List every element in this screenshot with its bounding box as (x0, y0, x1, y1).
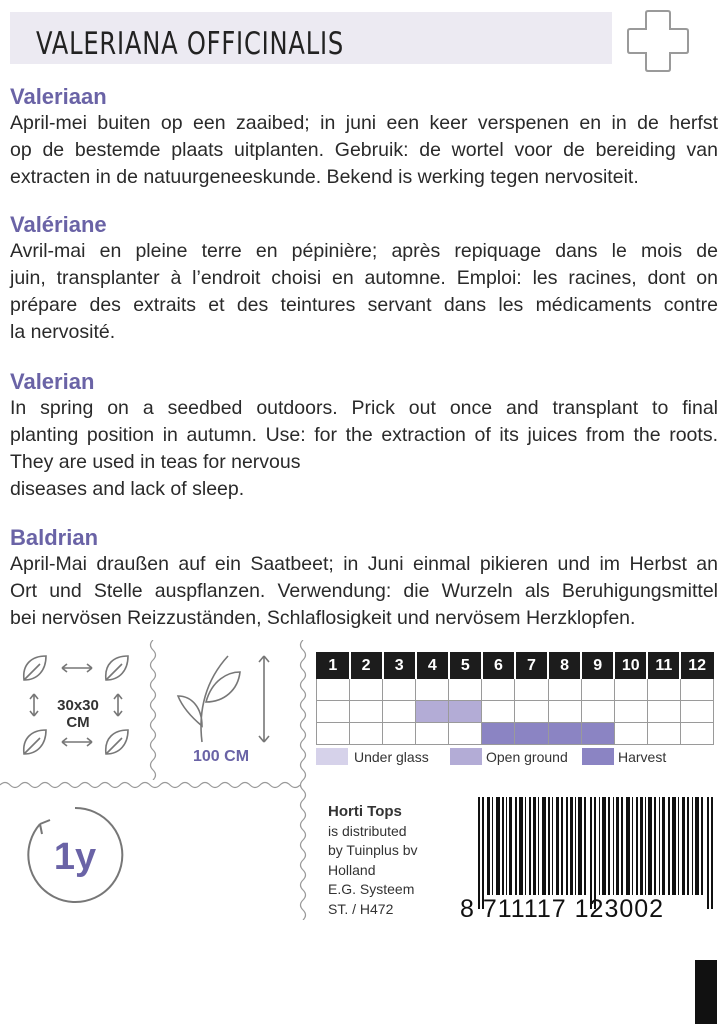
calendar-cell (614, 679, 647, 701)
calendar-cell-open-ground (449, 701, 482, 723)
calendar-cell (647, 679, 680, 701)
calendar-cell (482, 679, 515, 701)
body-line: April-Mai draußen auf ein Saatbeet; in Juni einmal pikieren und im Herbst an (10, 553, 718, 575)
calendar-cell-harvest (482, 723, 515, 745)
calendar-cell (581, 679, 614, 701)
body-line: extracten in de natuurgeneeskunde. Bekend is werking tegen nervositeit. (10, 166, 639, 188)
calendar-cell (317, 723, 350, 745)
calendar-cell (680, 701, 713, 723)
calendar-cell (680, 723, 713, 745)
calendar-cell (317, 701, 350, 723)
calendar-cell-harvest (548, 723, 581, 745)
section-body (10, 238, 718, 346)
section-heading: Baldrian (10, 525, 99, 550)
calendar-cell (449, 679, 482, 701)
legend-label: Under glass (354, 749, 429, 765)
edge-mark (695, 960, 717, 1024)
month-cell: 8 (548, 653, 581, 679)
calendar-cell-open-ground (416, 701, 449, 723)
calendar-cell (680, 679, 713, 701)
legend-label: Open ground (486, 749, 568, 765)
calendar-cell (515, 679, 548, 701)
month-cell: 6 (482, 653, 515, 679)
month-cell: 3 (383, 653, 416, 679)
legend-label: Harvest (618, 749, 667, 765)
body-line: diseases and lack of sleep. (10, 478, 245, 500)
month-cell: 5 (449, 653, 482, 679)
section-heading: Valeriaan (10, 84, 107, 109)
brand-name: Horti Tops (328, 803, 402, 820)
barcode (478, 797, 714, 909)
calendar-cell (614, 723, 647, 745)
calendar-cell (350, 701, 383, 723)
distributor-line: by Tuinplus bv (328, 842, 418, 858)
plant-height-icon (172, 650, 282, 746)
body-line: bei nervösen Reizzuständen, Schlaflosigkeit und nervösem Herzklopfen. (10, 607, 636, 629)
section-body (10, 110, 718, 191)
section-heading: Valériane (10, 212, 107, 237)
section-german (10, 525, 718, 632)
height-label: 100 CM (193, 748, 250, 765)
calendar-row-harvest (317, 723, 714, 745)
distributor-line: is distributed (328, 822, 407, 839)
distributor-line: E.G. Systeem (328, 881, 415, 897)
section-heading: Valerian (10, 369, 95, 394)
distributor-info (328, 802, 418, 919)
body-line: planting position in autumn. Use: for the extraction of its juices from the roots. (10, 424, 718, 446)
calendar-cell (482, 701, 515, 723)
calendar-cell (350, 679, 383, 701)
body-line: In spring on a seedbed outdoors. Prick out once and transplant to final (10, 397, 718, 419)
month-cell: 10 (614, 653, 647, 679)
month-cell: 4 (416, 653, 449, 679)
month-cell: 12 (680, 653, 713, 679)
calendar-row-open-ground (317, 701, 714, 723)
section-french (10, 212, 718, 346)
month-cell: 9 (581, 653, 614, 679)
body-line: April-mei buiten op een zaaibed; in juni een keer verspenen en in de herfst (10, 112, 718, 134)
page-title: VALERIANA OFFICINALIS (36, 26, 345, 62)
body-line: They are used in teas for nervous (10, 451, 301, 473)
body-line: la nervosité. (10, 321, 116, 343)
legend-swatch (316, 748, 348, 765)
calendar-cell (317, 679, 350, 701)
calendar-cell (548, 679, 581, 701)
calendar-cell (449, 723, 482, 745)
body-line: juin, transplanter à l’endroit choisi en automne. Emploi: les racines, dont on (10, 267, 718, 289)
distributor-line: ST. / H472 (328, 900, 394, 917)
medical-cross-icon (622, 5, 694, 77)
calendar-cell (614, 701, 647, 723)
body-line: op de bestemde plaats uitplanten. Gebruik: de wortel voor de bereiding van (10, 139, 718, 161)
body-line: Ort und Stelle auspflanzen. Verwendung: die Wurzeln als Beruhigungsmittel (10, 580, 718, 602)
calendar-cell (647, 701, 680, 723)
calendar-cell (350, 723, 383, 745)
section-body (10, 551, 718, 632)
calendar-cell (581, 701, 614, 723)
sowing-calendar (316, 652, 714, 745)
calendar-cell (416, 679, 449, 701)
body-line: Avril-mai en pleine terre en pépinière; après repiquage dans le mois de (10, 240, 718, 262)
calendar-cell (548, 701, 581, 723)
month-cell: 2 (350, 653, 383, 679)
calendar-cell-harvest (581, 723, 614, 745)
calendar-cell (416, 723, 449, 745)
calendar-cell (515, 701, 548, 723)
legend-swatch (582, 748, 614, 765)
title-banner (10, 12, 612, 64)
month-cell: 1 (317, 653, 350, 679)
legend-swatch (450, 748, 482, 765)
section-english (10, 369, 718, 503)
calendar-cell (383, 679, 416, 701)
calendar-row-under-glass (317, 679, 714, 701)
lifecycle-label: 1y (53, 836, 97, 878)
calendar-header-row (317, 653, 714, 679)
calendar-cell (383, 723, 416, 745)
vertical-divider (146, 640, 160, 780)
body-line: prépare des extraits et des teintures servant dans les médicaments contre (10, 294, 718, 316)
section-body (10, 395, 718, 503)
horizontal-divider (0, 778, 300, 792)
spacing-label: 30x30 CM (57, 697, 99, 731)
distributor-line: Holland (328, 861, 376, 878)
section-dutch (10, 84, 718, 191)
month-cell: 11 (647, 653, 680, 679)
vertical-divider (296, 640, 310, 920)
calendar-cell (383, 701, 416, 723)
calendar-cell-harvest (515, 723, 548, 745)
calendar-cell (647, 723, 680, 745)
barcode-number: 8 711117 123002 (460, 895, 665, 923)
month-cell: 7 (515, 653, 548, 679)
